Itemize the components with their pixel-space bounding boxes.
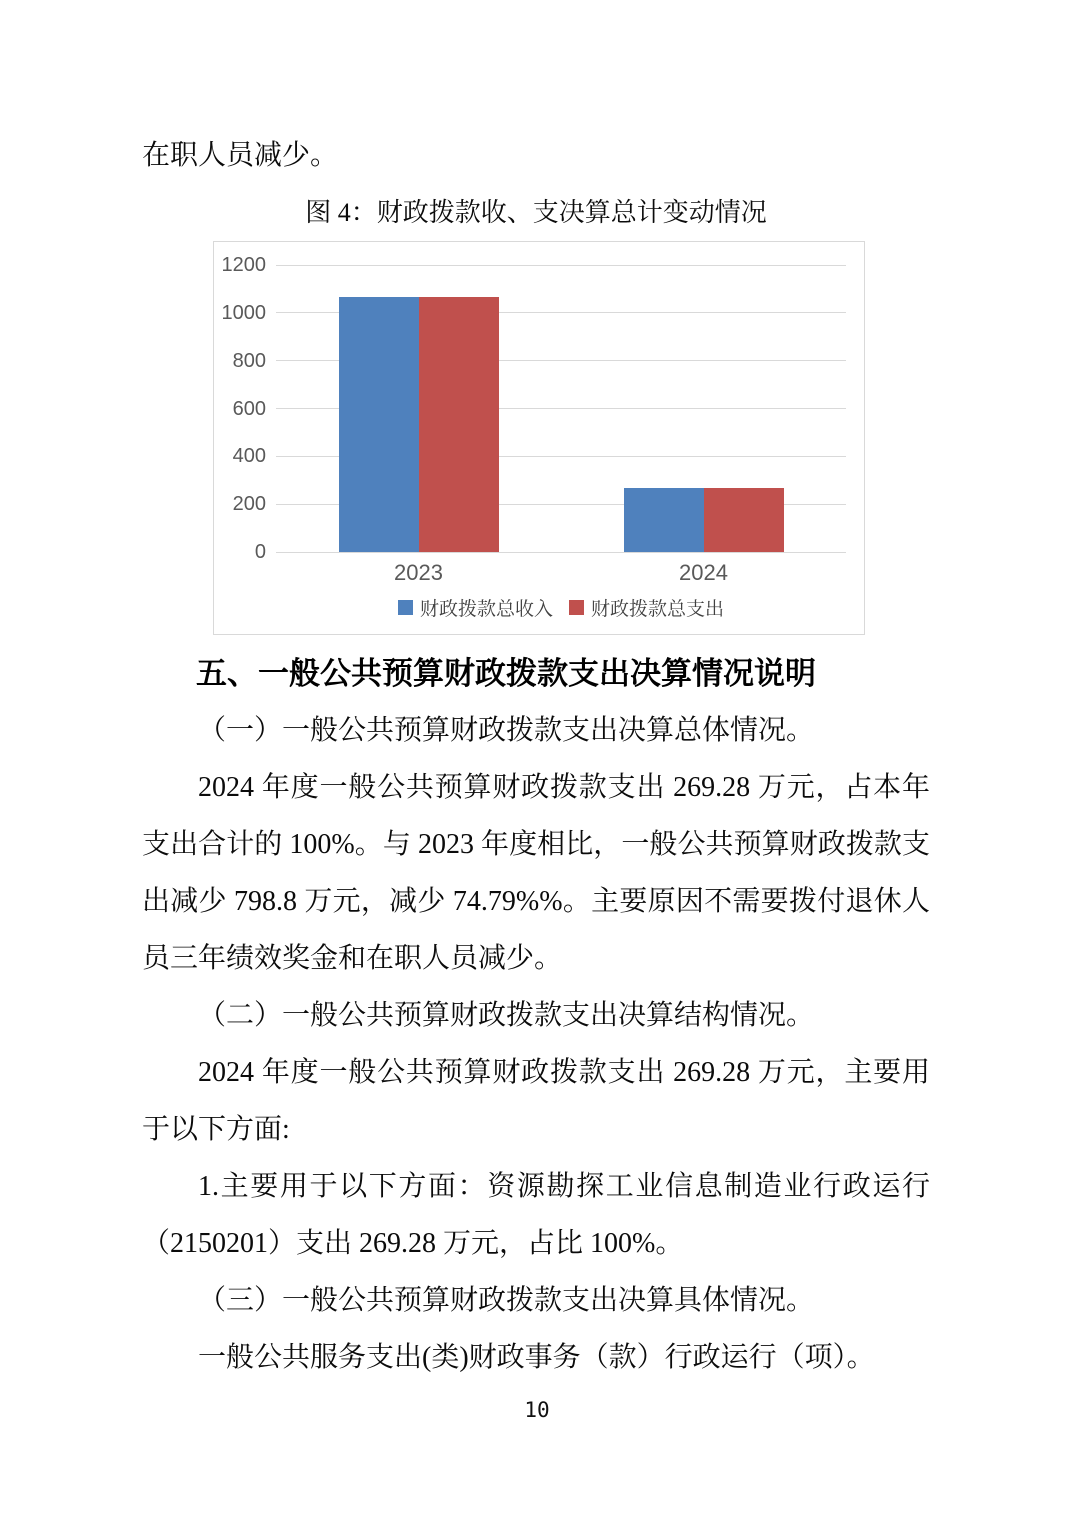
paragraph: （一）一般公共预算财政拨款支出决算总体情况。 xyxy=(198,715,815,746)
y-tick-label-800: 800 xyxy=(232,349,266,372)
legend-swatch-icon xyxy=(569,600,584,615)
chart-legend xyxy=(276,594,846,621)
figure-4-bar-chart xyxy=(213,241,865,635)
paragraph: （二）一般公共预算财政拨款支出决算结构情况。 xyxy=(198,1000,815,1031)
paragraph-continuation: 在职人员减少。 xyxy=(142,140,339,171)
paragraph: （三）一般公共预算财政拨款支出决算具体情况。 xyxy=(198,1285,815,1316)
x-tick-label-2023: 2023 xyxy=(394,560,443,585)
y-tick-label-0: 0 xyxy=(254,541,266,563)
x-tick-label-2024: 2024 xyxy=(679,560,728,585)
figure-title: 图 4：财政拨款收、支决算总计变动情况 xyxy=(305,198,767,227)
bar-2023-series0 xyxy=(339,297,419,552)
gridline-1200 xyxy=(276,265,846,266)
paragraph: 1.主要用于以下方面：资源勘探工业信息制造业行政运行（2150201）支出 269.28 万元，占比 100%。 xyxy=(142,1171,930,1259)
section-heading: 五、一般公共预算财政拨款支出决算情况说明 xyxy=(196,656,816,691)
legend-label: 财政拨款总收入 xyxy=(419,599,553,620)
legend-item-series0 xyxy=(398,594,553,621)
page-content xyxy=(142,127,930,1386)
y-tick-label-600: 600 xyxy=(232,397,266,420)
legend-item-series1 xyxy=(569,594,724,621)
bar-2024-series0 xyxy=(624,488,704,552)
y-tick-label-400: 400 xyxy=(232,445,266,468)
paragraph: 2024 年度一般公共预算财政拨款支出 269.28 万元，主要用于以下方面: xyxy=(142,1057,930,1145)
chart-plot-area xyxy=(276,265,846,552)
y-tick-label-1000: 1000 xyxy=(221,301,266,324)
legend-label: 财政拨款总支出 xyxy=(591,599,725,620)
bar-2024-series1 xyxy=(704,488,784,552)
paragraph: 一般公共服务支出(类)财政事务（款）行政运行（项）。 xyxy=(198,1342,875,1373)
y-tick-label-1200: 1200 xyxy=(221,254,266,276)
bar-2023-series1 xyxy=(419,297,499,552)
page-number: 10 xyxy=(524,1398,550,1422)
body-paragraphs xyxy=(142,702,930,1386)
paragraph: 2024 年度一般公共预算财政拨款支出 269.28 万元，占本年支出合计的 100%。与 2023 年度相比，一般公共预算财政拨款支出减少 798.8 万元，减少 74.79%%。主要原因不需要拨付退休人员三年绩效奖金和在职人员减少。 xyxy=(142,772,930,974)
legend-swatch-icon xyxy=(398,600,413,615)
y-tick-label-200: 200 xyxy=(232,493,266,516)
